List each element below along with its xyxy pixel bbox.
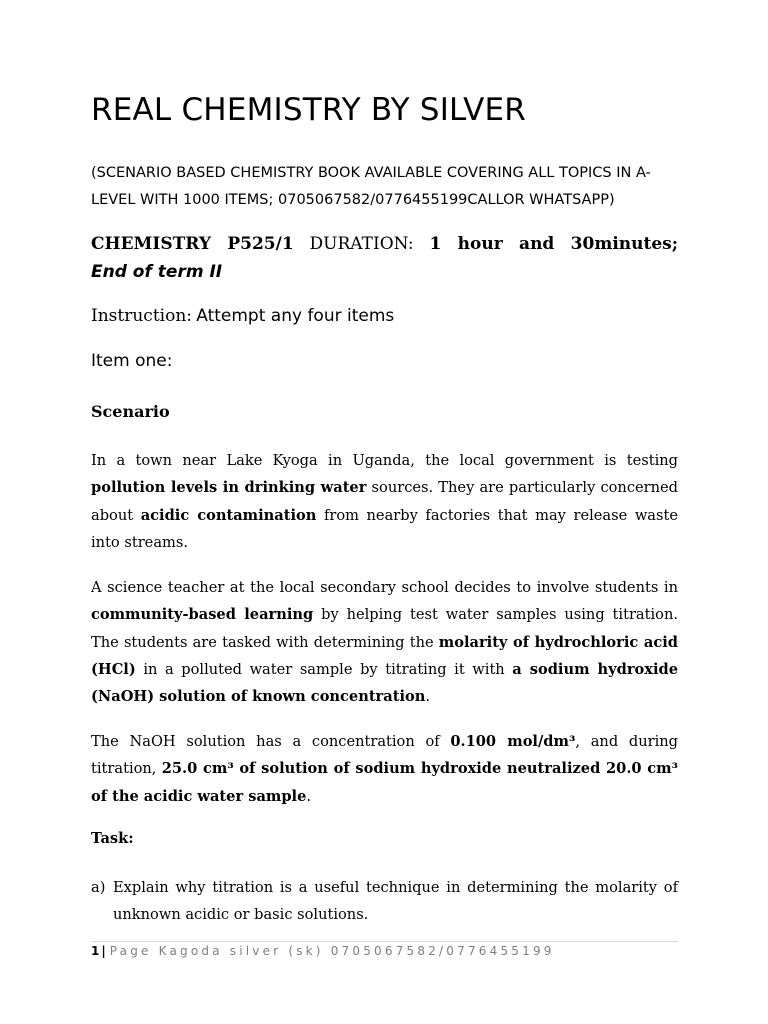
course-duration-line xyxy=(91,228,678,260)
document-subtitle: (SCENARIO BASED CHEMISTRY BOOK AVAILABLE COVERING ALL TOPICS IN A-LEVEL WITH 1000 ITEMS; 0705067582/0776455199CALLOR WHATSAPP) xyxy=(91,165,651,208)
text-run: In a town near Lake Kyoga in Uganda, the local government is testing xyxy=(91,452,678,469)
bold-run: 25.0 cm³ of solution of sodium hydroxide neutralized 20.0 cm³ of the acidic water sample xyxy=(91,760,678,805)
scenario-paragraph-1 xyxy=(91,447,678,556)
text-run: from nearby factories that may release waste into streams. xyxy=(91,506,679,551)
text-run: A science teacher at the local secondary school decides to involve students in xyxy=(91,579,678,596)
bold-run: molarity of hydrochloric acid (HCl) xyxy=(91,633,678,678)
bold-run: acidic contamination xyxy=(140,506,317,524)
scenario-paragraph-2 xyxy=(91,574,678,710)
page-number: 1 xyxy=(91,944,100,958)
task-heading: Task: xyxy=(91,830,134,847)
scenario-heading: Scenario xyxy=(91,402,170,421)
bold-run: community-based learning xyxy=(91,606,314,624)
task-item-marker: a) xyxy=(91,879,106,896)
text-run: sources. They are particularly concerned about xyxy=(91,479,678,524)
duration-label: DURATION: xyxy=(309,234,414,254)
page-footer xyxy=(91,944,555,958)
text-run: , and during titration, xyxy=(91,733,679,778)
instruction-label: Instruction: xyxy=(91,306,192,326)
footer-divider xyxy=(91,941,678,942)
task-item-text: Explain why titration is a useful technique in determining the molarity of unknown acidic or basic solutions. xyxy=(113,879,678,924)
item-heading: Item one: xyxy=(91,351,173,371)
duration-value: 1 hour and 30minutes; xyxy=(429,234,679,254)
instruction-line xyxy=(91,306,394,326)
bold-run: a sodium hydroxide (NaOH) solution of known concentration xyxy=(91,660,679,706)
text-run: . xyxy=(306,787,312,805)
text-run: The NaOH solution has a concentration of xyxy=(91,733,451,750)
document-title: REAL CHEMISTRY BY SILVER xyxy=(91,92,527,128)
task-item-a xyxy=(91,874,678,929)
instruction-text: Attempt any four items xyxy=(196,306,395,326)
course-code: CHEMISTRY P525/1 xyxy=(91,234,294,254)
term-label: End of term II xyxy=(91,262,223,282)
footer-text: Page Kagoda silver (sk) 0705067582/0776455199 xyxy=(109,944,555,958)
text-run: by helping test water samples using titration. The students are tasked with determining the xyxy=(91,606,678,651)
text-run: in a polluted water sample by titrating it with xyxy=(135,660,513,678)
footer-separator: | xyxy=(101,944,106,958)
text-run: . xyxy=(425,688,430,706)
bold-run: 0.100 mol/dm³ xyxy=(450,733,576,750)
bold-run: pollution levels in drinking water xyxy=(91,479,367,497)
scenario-paragraph-3 xyxy=(91,728,678,810)
